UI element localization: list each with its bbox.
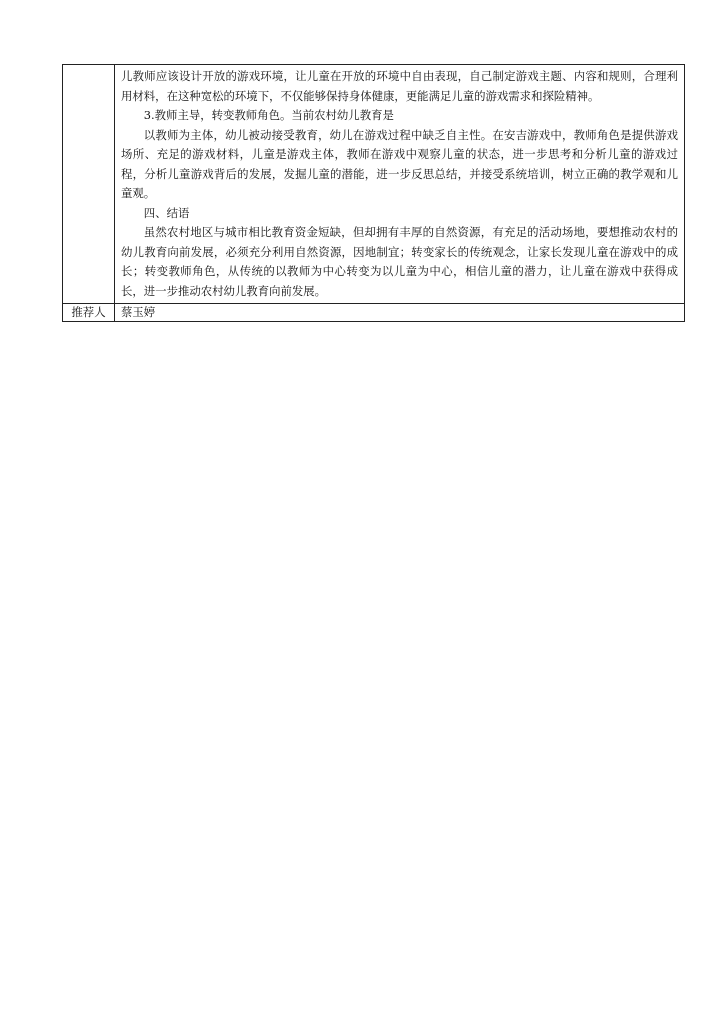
content-row xyxy=(63,65,685,304)
paragraph-teacher-role-heading: 3.教师主导，转变教师角色。当前农村幼儿教育是 xyxy=(143,108,394,122)
recommender-row xyxy=(63,304,685,322)
empty-label-cell xyxy=(63,65,115,304)
recommender-name: 蔡玉婷 xyxy=(115,304,685,322)
paragraph-environment: 儿教师应该设计开放的游戏环境，让儿童在开放的环境中自由表现，自己制定游戏主题、内容和规则，合理利用材料，在这种宽松的环境下，不仅能够保持身体健康，更能满足儿童的游戏需求和探险精神。 xyxy=(121,69,678,103)
content-cell xyxy=(115,65,685,304)
section-heading-conclusion: 四、结语 xyxy=(143,205,190,220)
paragraph-teacher-role: 以教师为主体，幼儿被动接受教育，幼儿在游戏过程中缺乏自主性。在安吉游戏中，教师角色是提供游戏场所、充足的游戏材料，儿童是游戏主体，教师在游戏中观察儿童的状态，进一步思考和分析儿童的游戏过程，分析儿童游戏背后的发展，发掘儿童的潜能，进一步反思总结，并接受系统培训，树立正确的教学观和儿童观。 xyxy=(121,127,678,200)
recommender-label: 推荐人 xyxy=(63,304,115,322)
paragraph-conclusion: 虽然农村地区与城市相比教育资金短缺，但却拥有丰厚的自然资源，有充足的活动场地，要想推动农村的幼儿教育向前发展，必须充分利用自然资源，因地制宜；转变家长的传统观念，让家长发现儿童在游戏中的成长；转变教师角色，从传统的以教师为中心转变为以儿童为中心，相信儿童的潜力，让儿童在游戏中获得成长，进一步推动农村幼儿教育向前发展。 xyxy=(121,225,678,298)
document-table xyxy=(62,64,685,322)
